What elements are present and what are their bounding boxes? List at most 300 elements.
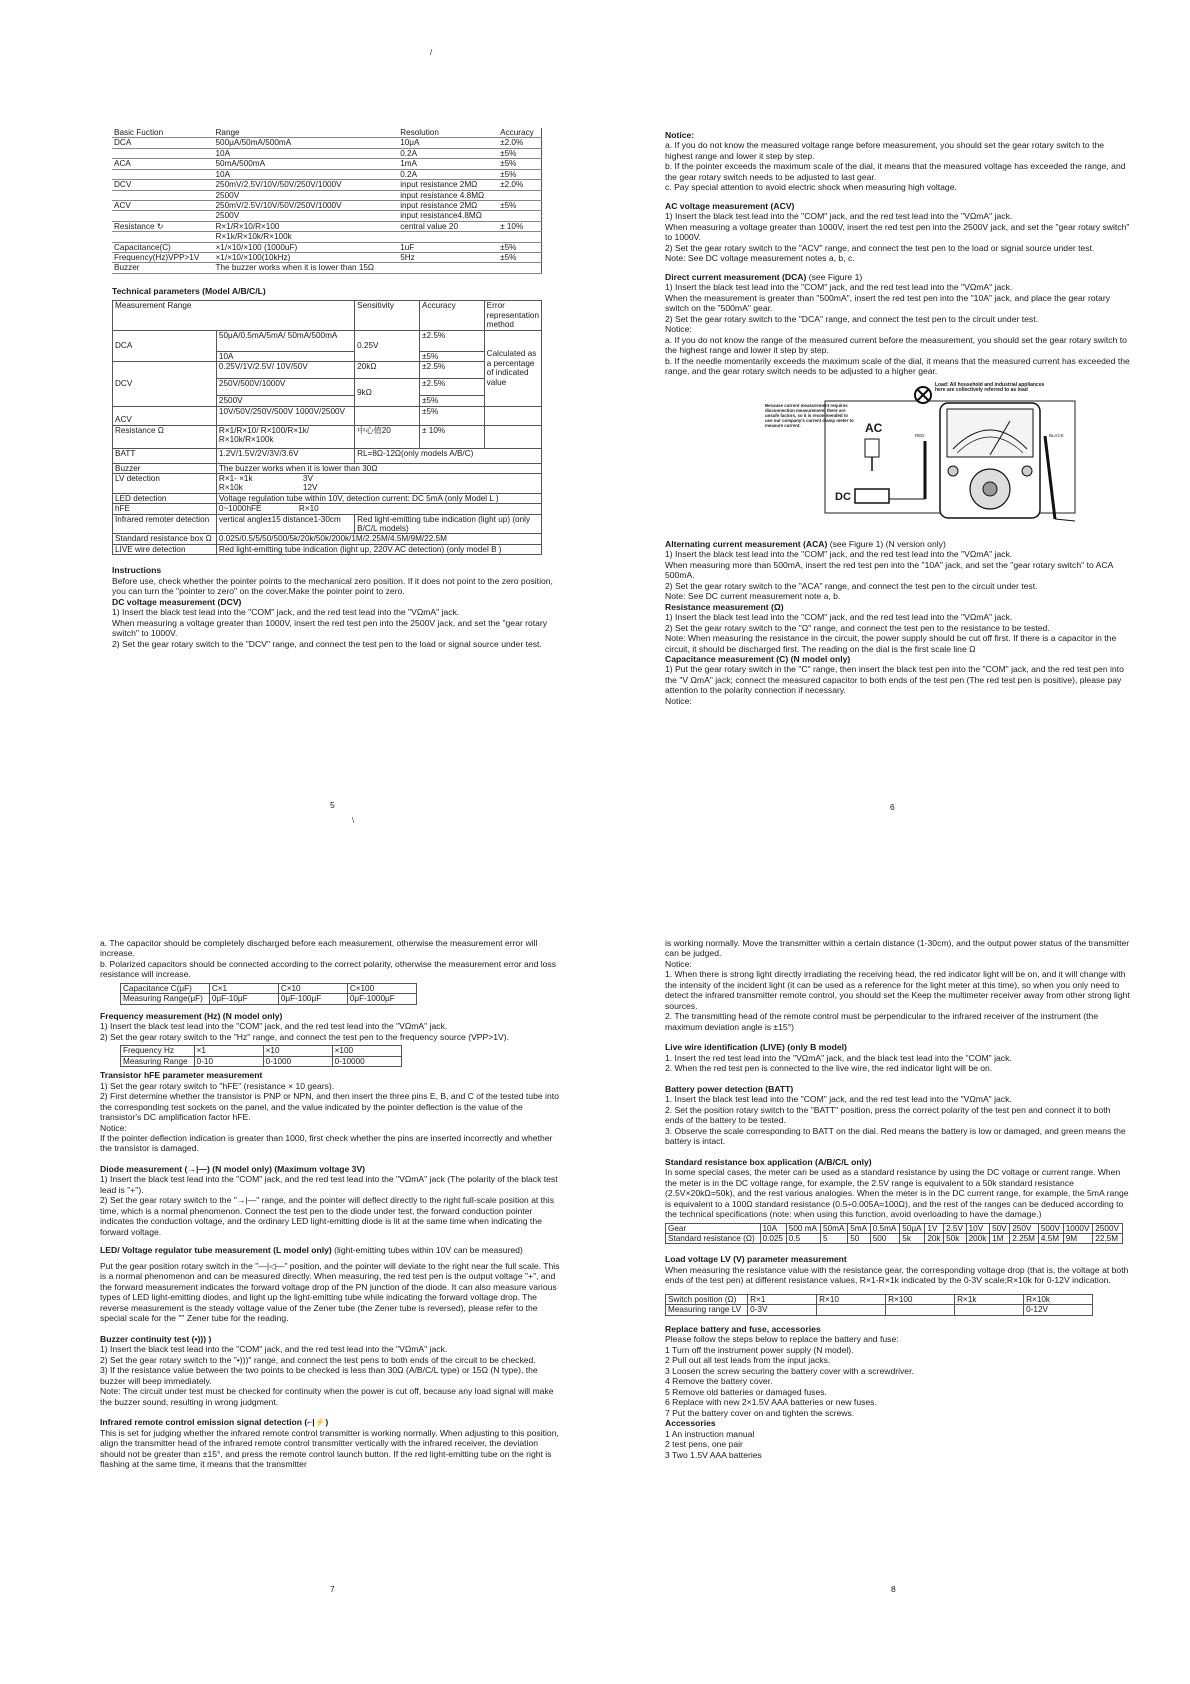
table-cell: ±5% [498, 242, 541, 252]
text-line: 2) Set the gear rotary switch to the "Hz" range, and connect the test pen to the frequency source (VPP>1V). [100, 1031, 510, 1042]
acv-range: 10V/50V/250V/500V 1000V/2500V [216, 406, 354, 425]
table-cell: ×10 [263, 1046, 332, 1056]
dcv-range-2: 250V/500V/1000V [216, 379, 354, 396]
table-cell [498, 190, 541, 200]
dca-range-1: 50μA/0.5mA/5mA/ 50mA/500mA [216, 330, 354, 351]
diode-text [100, 1174, 565, 1237]
text-line: 2) Set the gear rotary switch to the "•)))" range, and connect the test pens to both ends of the circuit to be checked. [100, 1354, 536, 1365]
th-measurement-range: Measurement Range [113, 301, 355, 330]
table-cell: 0.2A [398, 169, 498, 179]
ir-notes [665, 969, 1130, 1032]
batt-note: RL=8Ω-12Ω(only models A/B/C) [355, 448, 542, 463]
table-cell: ±5% [498, 159, 541, 169]
table-cell: 50 [848, 1234, 871, 1244]
table-cell: ACV [112, 200, 213, 210]
table-cell [398, 263, 498, 273]
table-cell [498, 263, 541, 273]
dca-accuracy-1: ±2.5% [420, 330, 485, 351]
dcv-accuracy-2: ±2.5% [420, 379, 485, 396]
table-header-cell: Range [213, 128, 398, 138]
ir-title: Infrared remote control emission signal detection ( [100, 1417, 308, 1428]
text-line: a. If you do not know the measured voltage range before measurement, you should set the gear rotary switch to the highest range and lower it step by step. [665, 140, 1105, 161]
srb-text: In some special cases, the meter can be used as a standard resistance by using the DC voltage or current range. When the meter is in the DC voltage range, for example, the 2.5V range is equivalent to a 50k standard resistance (2.5V×20kΩ=50k), and the rest various analogies. When the meter is in the DC current range, for example, the 5mA range is equivalent to a 100Ω standard resistance (0.5÷0.005A=100Ω), and the rest of the ranges can be deduced according to the technical specifications (note: when using this function, avoid overloading to have the damage.) [665, 1167, 1129, 1220]
text-line: 1) Insert the black test lead into the "COM" jack, and the red test lead into the "VΩmA" jack. [100, 1021, 448, 1032]
buzzer-text [100, 1344, 565, 1407]
table-cell: DCA [112, 138, 213, 148]
table-cell [112, 211, 213, 221]
table-cell: R×1 [748, 1294, 817, 1304]
ir-title-end: ) [325, 1417, 329, 1428]
table-cell: 22.5M [1093, 1234, 1123, 1244]
page-7 [100, 938, 565, 1598]
resistance-accuracy: ± 10% [420, 425, 485, 448]
table-cell: C×10 [278, 983, 347, 993]
ir-notice: Notice: [665, 958, 692, 969]
table-cell: central value 20 [398, 221, 498, 231]
load-voltage-table [665, 1294, 1093, 1316]
table-cell: DCV [112, 180, 213, 190]
table-cell [955, 1305, 1024, 1315]
table-row [112, 148, 542, 158]
stray-mark: \ [352, 816, 355, 825]
page-number: 5 [330, 800, 335, 810]
table-cell: 0μF-100μF [278, 994, 347, 1004]
text-line: c. Pay special attention to avoid electric shock when measuring high voltage. [665, 182, 957, 193]
table-cell: 10A [213, 148, 398, 158]
dcv-accuracy-1: ±2.5% [420, 362, 485, 379]
text-line: 2) Set the gear rotary switch to the "DCA" range, and connect the test pen to the circuit under test. [665, 313, 1038, 324]
text-line: Notice: [665, 324, 692, 335]
table-row [112, 180, 542, 190]
text-line: 2) Set the gear rotary switch to the "Ω" range, and connect the test pen to the resistance to be tested. [665, 622, 1050, 633]
led-title: LED/ Voltage regulator tube measurement (L model only) [100, 1245, 332, 1256]
table-cell: 0μF-10μF [209, 994, 278, 1004]
table-row [112, 190, 542, 200]
table-cell [498, 211, 541, 221]
text-line: When measuring more than 500mA, insert the red test pen into the "10A" jack, and set the "gear rotary switch" to ACA 500mA. [665, 559, 1113, 581]
table-cell: 10V [966, 1223, 989, 1233]
table-header-cell: Resolution [398, 128, 498, 138]
table-cell [886, 1305, 955, 1315]
table-header [112, 128, 542, 138]
table-row [112, 138, 542, 148]
table-cell: 50mA/500mA [213, 159, 398, 169]
text-line: Notice: [100, 1122, 127, 1133]
table-cell [817, 1305, 886, 1315]
aca-title: Alternating current measurement (ACA) [665, 538, 828, 549]
text-line: 2 Pull out all test leads from the input jacks. [665, 1355, 831, 1366]
table-cell: 0.2A [398, 148, 498, 158]
basic-function-table [112, 128, 542, 274]
table-cell: 5k [900, 1234, 925, 1244]
text-line: 1 An instruction manual [665, 1428, 755, 1439]
table-cell: ±2.0% [498, 180, 541, 190]
frequency-range-table [120, 1045, 402, 1067]
diode-title-a: Diode measurement ( [100, 1163, 188, 1174]
text-line: 2) Set the gear rotary switch to the "ACV" range, and connect the test pen to the load or signal source under test. [665, 242, 1095, 253]
table-cell [112, 148, 213, 158]
diode-title-b: ) (N model only) (Maximum voltage 3V) [207, 1163, 366, 1174]
table-cell: 0-3V [748, 1305, 817, 1315]
text-line: When the measurement is greater than "500mA", insert the red test pen into the "10A" jack, and place the gear rotary switch on the "500mA" gear. [665, 292, 1110, 314]
table-cell: 9M [1063, 1234, 1093, 1244]
text-line: When measuring a voltage greater than 1000V, insert the red test pen into the 2500V jack, and set the "gear rotary switch" to 1000V. [112, 617, 548, 639]
table-cell: 250mV/2.5V/10V/50V/250V/1000V [213, 180, 398, 190]
table-cell: 2.25M [1010, 1234, 1039, 1244]
table-row [112, 169, 542, 179]
dcv-sensitivity-9k: 9kΩ [355, 379, 420, 406]
text-line: Note: See DC current measurement note a, b. [665, 591, 841, 602]
page-number: 6 [890, 802, 895, 812]
dcv-sensitivity-20k: 20kΩ [355, 362, 420, 379]
text-line: 3 Two 1.5V AAA batteries [665, 1449, 762, 1460]
row-resistance: Resistance Ω [113, 425, 217, 448]
text-line: 2) Set the gear rotary switch to the "→|—" range, and the pointer will deflect directly to the right full-scale position at this time, which is a normal phenomenon. Connect the test pen to the diode under test, the forward conduction pointer indicates the conduction voltage, and the ordinary LED light-emitting diode is lit at the same time when indicating the forward voltage. [100, 1195, 554, 1237]
capacitance-text [665, 664, 1130, 706]
row-live: LIVE wire detection [113, 544, 217, 554]
table-cell: 50μA [900, 1223, 925, 1233]
row-acv: ACV [113, 406, 217, 425]
table-cell: input resistance4.8MΩ [398, 211, 498, 221]
table-cell: 0-10000 [332, 1056, 401, 1066]
hfe-range: 0~1000hFE [218, 504, 262, 514]
text-line: 2. Set the position rotary switch to the "BATT" position, press the correct polarity of the test pen and connect it to both ends of the battery to be tested. [665, 1104, 1111, 1126]
table-cell: ±5% [498, 253, 541, 263]
table-cell: R×10k [1024, 1294, 1093, 1304]
dca-accuracy-2: ±5% [420, 351, 485, 361]
standard-resistance-table [665, 1223, 1123, 1245]
acv-text [665, 211, 1130, 263]
text-line: 3) If the resistance value between the two points to be checked is less than 30Ω (A/B/C/L type) or 15Ω (N type), the buzzer will beep immediately. [100, 1365, 538, 1386]
table-cell: 250V [1010, 1223, 1039, 1233]
table-cell [112, 190, 213, 200]
table-cell: Gear [666, 1223, 761, 1233]
batt-text [665, 1094, 1130, 1146]
accessories-title: Accessories [665, 1418, 716, 1429]
table-cell: 50mA [821, 1223, 848, 1233]
table-cell: ×1 [194, 1046, 263, 1056]
text-line: b. Polarized capacitors should be connected according to the correct polarity, otherwise the measurement error and loss resistance will increase. [100, 958, 557, 980]
instructions-text: Before use, check whether the pointer points to the mechanical zero position. If it does not point to the zero position, you can turn the "pointer to zero" on the cover.Make the pointer point to zero. [112, 575, 553, 597]
row-led: LED detection [113, 493, 217, 503]
acv-accuracy: ±5% [420, 406, 485, 425]
table-cell: 0μF-1000μF [347, 994, 416, 1004]
table-cell: 500 mA [786, 1223, 820, 1233]
text-line: b. If the pointer exceeds the maximum scale of the dial, it means that the measured voltage has exceeded the range, and the gear rotary switch needs to be adjusted to last gear. [665, 161, 1126, 182]
table-cell: 500 [870, 1234, 900, 1244]
table-cell: Measuring Range(μF) [121, 994, 210, 1004]
dca-sensitivity: 0.25V [355, 330, 420, 361]
row-ir: Infrared remoter detection [113, 514, 217, 534]
table-row [121, 1046, 402, 1056]
aca-text [665, 549, 1130, 601]
text-line: 1) Insert the black test lead into the "COM" jack, and the red test lead into the "VΩmA" jack. [665, 549, 1013, 560]
text-line: b. If the needle momentarily exceeds the maximum scale of the dial, it means that the measured current has exceeded the range, and the gear rotary switch needs to be adjusted to a higher gear. [665, 355, 1130, 377]
figure-ac-label: AC [865, 420, 883, 435]
stray-mark: / [430, 48, 433, 57]
table-cell: ×100 [332, 1046, 401, 1056]
table-cell: 0.025 [760, 1234, 786, 1244]
table-row [112, 211, 542, 221]
table-row [112, 232, 542, 242]
notice-text [665, 140, 1130, 192]
text-line: 2 test pens, one pair [665, 1439, 743, 1450]
table-cell: Resistance ↻ [112, 221, 213, 231]
text-line: 1) Insert the black test lead into the "COM" jack, and the red test lead into the "VΩmA" jack. [112, 607, 460, 618]
figure-red-label: RED [915, 432, 925, 438]
text-line: 3 Loosen the screw securing the battery cover with a screwdriver. [665, 1365, 914, 1376]
table-cell: 2500V [1093, 1223, 1123, 1233]
tech-params-title: Technical parameters (Model A/B/C/L) [112, 285, 266, 296]
text-line: 2) First determine whether the transistor is PNP or NPN, and then insert the three pins E, B, and C of the tested tube into the corresponding test sockets on the panel, and the value indicated by the pointer deflection is the value of the transistor's DC amplification factor hFE. [100, 1091, 559, 1123]
live-title: Live wire identification (LIVE) (only B model) [665, 1042, 847, 1053]
resistance-range: R×1/R×10/ R×100/R×1k/ R×10k/R×100k [216, 425, 354, 448]
row-batt: BATT [113, 448, 217, 463]
table-cell: 0-1000 [263, 1056, 332, 1066]
table-header-cell: Basic Fuction [112, 128, 213, 138]
text-line: If the pointer deflection indication is greater than 1000, first check whether the pins are inserted incorrectly and whether the transistor is damaged. [100, 1132, 553, 1154]
figure-dc-label: DC [835, 490, 851, 503]
row-dcv: DCV [113, 362, 217, 406]
text-line: Notice: [665, 695, 692, 706]
batt-title: Battery power detection (BATT) [665, 1083, 794, 1094]
table-cell: ±5% [498, 200, 541, 210]
capacitor-notes [100, 938, 565, 980]
acv-title: AC voltage measurement (ACV) [665, 200, 795, 211]
text-line: 2. When the red test pen is connected to the live wire, the red indicator light will be on. [665, 1063, 993, 1074]
table-cell: 0.5mA [870, 1223, 900, 1233]
row-dca: DCA [113, 330, 217, 361]
hfe-title: Transistor hFE parameter measurement [100, 1070, 263, 1081]
dca-fig-ref: (see Figure 1) [806, 271, 863, 282]
table-cell: 2500V [213, 211, 398, 221]
text-line: a. The capacitor should be completely discharged before each measurement, otherwise the measurement error will increase. [100, 938, 538, 959]
lv-volt-2: 12V [302, 483, 318, 493]
aca-suffix: (see Figure 1) (N version only) [827, 538, 946, 549]
th-accuracy: Accuracy [420, 301, 485, 330]
page-6 [665, 130, 1130, 820]
table-row [112, 242, 542, 252]
frequency-text [100, 1021, 565, 1042]
page-number: 7 [330, 1584, 335, 1594]
table-cell: 5Hz [398, 253, 498, 263]
row-srb: Standard resistance box Ω [113, 534, 217, 544]
text-line: 1) Put the gear rotary switch in the "C" range, then insert the black test pen into the "COM" jack, and the red test pen into the "V ΩmA" jack; connect the measured capacitor to both ends of the test pen (The red test pen is positive), please pay attention to the polarity connection if necessary. [665, 664, 1124, 696]
table-cell: Standard resistance (Ω) [666, 1234, 761, 1244]
resistance-text [665, 612, 1130, 654]
table-cell: ± 10% [498, 221, 541, 231]
table-cell: Switch position (Ω) [666, 1294, 748, 1304]
text-line: Note: When measuring the resistance in the circuit, the power supply should be cut off first. If there is a capacitor in the circuit, it should be discharged first. The reading on the dial is the first scale line Ω [665, 633, 1117, 654]
table-cell: 1000V [1063, 1223, 1093, 1233]
table-cell: 1mA [398, 159, 498, 169]
page-5 [112, 128, 562, 818]
dca-range-2: 10A [216, 351, 354, 361]
replace-title: Replace battery and fuse, accessories [665, 1323, 821, 1334]
batt-range: 1.2V/1.5V/2V/3V/3.6V [216, 448, 354, 463]
table-cell: 250mV/2.5V/10V/50V/250V/1000V [213, 200, 398, 210]
table-cell: 50V [990, 1223, 1010, 1233]
figure-warning-note: Because current measurement requires disconnection measurement, there are unsafe factors, so it is recommended to use our company's current clamp meter to measure current. [765, 402, 854, 428]
dca-text [665, 282, 1130, 376]
row-hfe: hFE [113, 504, 217, 514]
table-cell: 2500V [213, 190, 398, 200]
table-cell: input resistance 4.8MΩ [398, 190, 498, 200]
srb-title: Standard resistance box application (A/B/C/L only) [665, 1156, 872, 1167]
table-cell: C×100 [347, 983, 416, 993]
dcv-accuracy-3: ±5% [420, 396, 485, 406]
table-row [666, 1294, 1093, 1304]
table-cell [398, 232, 498, 242]
text-line: 1) Insert the black test lead into the "COM" jack, and the red test lead into the "VΩmA" jack. [100, 1344, 448, 1355]
table-cell: 10μA [398, 138, 498, 148]
figure-load-note: Load: All household and industrial appliances here are collectively referred to as load [935, 381, 1045, 394]
dcv-range-3: 2500V [216, 396, 354, 406]
text-line: 1. Insert the red test lead into the "VΩmA" jack, and the black test lead into the "COM" jack. [665, 1052, 1012, 1063]
hfe-text [100, 1081, 565, 1154]
text-line: 1) Insert the black test lead into the "COM" jack, and the red test lead into the "VΩmA" jack. [665, 612, 1013, 623]
table-cell: R×1k/R×10k/R×100k [213, 232, 398, 242]
table-cell: ACA [112, 159, 213, 169]
text-line: Note: The circuit under test must be checked for continuity when the power is cut off, because any load signal will make the buzzer sound, resulting in wrong judgment. [100, 1386, 554, 1407]
text-line: 2) Set the gear rotary switch to the "ACA" range, and connect the test pen to the circuit under test. [665, 580, 1038, 591]
table-cell: 1M [990, 1234, 1010, 1244]
table-cell: R×100 [886, 1294, 955, 1304]
table-cell: R×1k [955, 1294, 1024, 1304]
lv-text: When measuring the resistance value with the resistance gear, the corresponding voltage drop (that is, the voltage at both ends of the test pen) at different resistance values, R×1-R×1k indicated by the 0-3V scale;R×10k for 0-12V indication. [665, 1264, 1129, 1286]
ir-indication: Red light-emitting tube indication (light up) (only B/C/L models) [355, 514, 542, 534]
table-cell: 4.5M [1038, 1234, 1063, 1244]
replace-steps [665, 1334, 1130, 1418]
table-cell: ±5% [498, 148, 541, 158]
text-line: 7 Put the battery cover on and tighten the screws. [665, 1407, 855, 1418]
dca-title: Direct current measurement (DCA) [665, 271, 807, 282]
tech-params-table [112, 300, 542, 555]
table-cell [112, 169, 213, 179]
table-row [112, 263, 542, 273]
figure-black-label: BLACK [1049, 432, 1064, 438]
led-range: Voltage regulation tube within 10V, detection current: DC 5mA (only Model L ) [216, 493, 541, 503]
th-sensitivity: Sensitivity [355, 301, 420, 330]
table-cell [498, 232, 541, 242]
frequency-title: Frequency measurement (Hz) (N model only) [100, 1010, 283, 1021]
ir-range: vertical angle±15 distance1-30cm [216, 514, 354, 534]
text-line: 1. When there is strong light directly irradiating the receiving head, the red indicator light will be on, and it will change with the intensity of the incident light (it can be used as a reference for the light meter at this time), so when you only need to detect the infrared transmitter remote control, you should set the Keep the multimeter receiver away from other strong light sources. [665, 969, 1130, 1011]
text-line: 1) Set the gear rotary switch to "hFE" (resistance × 10 gears). [100, 1080, 335, 1091]
table-row [112, 221, 542, 231]
text-line: a. If you do not know the range of the measured current before the measurement, you should set the gear rotary switch to the highest range and lower it step by step. [665, 334, 1127, 356]
error-method-calculated: Calculated as a percentage of indicated value [484, 330, 541, 406]
text-line: 1) Insert the black test lead into the "COM" jack, and the red test lead into the "VΩmA" jack. [665, 211, 1013, 222]
text-line: Note: See DC voltage measurement notes a, b, c. [665, 253, 855, 264]
table-row [121, 994, 417, 1004]
lv-title: Load voltage LV (V) parameter measurement [665, 1254, 847, 1265]
page-number: 8 [891, 1584, 896, 1594]
text-line: 5 Remove old batteries or damaged fuses. [665, 1386, 827, 1397]
srb-range: 0.025/0.5/5/50/500/5k/20k/50k/200k/1M/2.25M/4.5M/9M/22.5M [216, 534, 541, 544]
text-line: 1 Turn off the instrument power supply (N model). [665, 1344, 854, 1355]
table-cell: 10A [760, 1223, 786, 1233]
lv-range-1: R×1- ×1k [218, 473, 253, 483]
capacitance-range-table [120, 983, 417, 1005]
table-row [112, 159, 542, 169]
capacitance-title: Capacitance measurement (C) (N model only) [665, 653, 851, 664]
live-range: Red light-emitting tube indication (light up, 220V AC detection) (only model B ) [216, 544, 541, 554]
text-line: Please follow the steps below to replace the battery and fuse: [665, 1334, 899, 1345]
text-line: 2) Set the gear rotary switch to the "DCV" range, and connect the test pen to the load or signal source under test. [112, 638, 542, 649]
text-line: When measuring a voltage greater than 1000V, insert the red test pen into the 2500V jack, and set the "gear rotary switch" to 1000V. [665, 221, 1130, 243]
table-cell: 20k [925, 1234, 944, 1244]
table-cell: 2.5V [944, 1223, 967, 1233]
table-cell: Capacitance(C) [112, 242, 213, 252]
table-cell: 1uF [398, 242, 498, 252]
table-cell: Frequency(Hz)VPP>1V [112, 253, 213, 263]
table-cell: 5 [821, 1234, 848, 1244]
table-cell: 0-10 [194, 1056, 263, 1066]
table-cell [112, 232, 213, 242]
led-title-suffix: (light-emitting tubes within 10V can be measured) [331, 1245, 523, 1256]
resistance-title: Resistance measurement (Ω) [665, 601, 784, 612]
dcv-text [112, 607, 562, 649]
lv-volt-1: 3V [302, 473, 313, 483]
table-cell: R×1/R×10/R×100 [213, 221, 398, 231]
accessories-list [665, 1429, 1130, 1460]
text-line: 3. Observe the scale corresponding to BATT on the dial. Red means the battery is low or damaged, and green means the battery is intact. [665, 1125, 1126, 1147]
dcv-range-1: 0.25V/1V/2.5V/ 10V/50V [216, 362, 354, 379]
table-row [121, 1056, 402, 1066]
table-cell: ±5% [498, 169, 541, 179]
table-row [666, 1223, 1123, 1233]
table-cell: Capacitance C(μF) [121, 983, 210, 993]
text-line: 1. Insert the black test lead into the "COM" jack, and the red test lead into the "VΩmA" jack. [665, 1094, 1012, 1105]
table-cell: The buzzer works when it is lower than 15Ω [213, 263, 398, 273]
table-row [121, 983, 417, 993]
table-cell: Frequency Hz [121, 1046, 195, 1056]
table-cell: Measuring range LV [666, 1305, 748, 1315]
table-row [112, 253, 542, 263]
table-row [112, 200, 542, 210]
table-cell: 200k [966, 1234, 989, 1244]
table-cell: Measuring Range [121, 1056, 195, 1066]
table-cell: C×1 [209, 983, 278, 993]
table-row [666, 1234, 1123, 1244]
ir-text: This is set for judging whether the infrared remote control transmitter is working normally. When adjusting to this position, align the transmitter head of the infrared remote control transmitter vertically with the infrared receiver, the deviation should not be greater than ±15°, and press the remote control launch button. If the red light-emitting tube on the right is flashing at the same time, it means that the transmitter [100, 1427, 559, 1470]
led-text: Put the gear position rotary switch in the "—|◁—" position, and the pointer will deviate to the right near the full scale. This is a normal phenomenon and can be measured directly. When measuring, the red test pen is the output voltage "+", and the forward measurement indicates the forward voltage drop of the PN junction of the diode. It can also measure various types of LED light-emitting diodes, and light up the light-emitting tube while indicating the forward voltage drop. The reverse measurement is the steady voltage value of the Zener tube (the Zener tube is reversed), please refer to the special scale for the "" Zener tube for the reading. [100, 1260, 560, 1324]
table-cell: input resistance 2MΩ [398, 180, 498, 190]
table-header-cell: Accuracy [498, 128, 541, 138]
text-line: 4 Remove the battery cover. [665, 1376, 773, 1387]
resistance-sensitivity: 中心值20 [355, 425, 420, 448]
table-cell: 1V [925, 1223, 944, 1233]
text-line: 2. The transmitting head of the remote control must be perpendicular to the infrared receiver of the instrument (the maximum deviation angle is ±15°) [665, 1011, 1099, 1032]
instructions-title: Instructions [112, 565, 162, 576]
text-line: 6 Replace with new 2×1.5V AAA batteries or new fuses. [665, 1397, 877, 1408]
buzzer-range: The buzzer works when it is lower than 30Ω [216, 463, 541, 473]
row-lv: LV detection [113, 473, 217, 493]
table-cell: R×10 [817, 1294, 886, 1304]
table-cell: ×1/×10/×100(10kHz) [213, 253, 398, 263]
hfe-sens: R×10 [298, 504, 319, 514]
table-cell: 0-12V [1024, 1305, 1093, 1315]
buzzer-title: Buzzer continuity test (•))) ) [100, 1333, 212, 1344]
notice-title: Notice: [665, 130, 695, 140]
dcv-title: DC voltage measurement (DCV) [112, 596, 242, 607]
table-cell: input resistance 2MΩ [398, 200, 498, 210]
diode-icon: →|— [187, 1163, 207, 1174]
table-cell: 0.5 [786, 1234, 820, 1244]
table-cell: 10A [213, 169, 398, 179]
table-cell: 5mA [848, 1223, 871, 1233]
